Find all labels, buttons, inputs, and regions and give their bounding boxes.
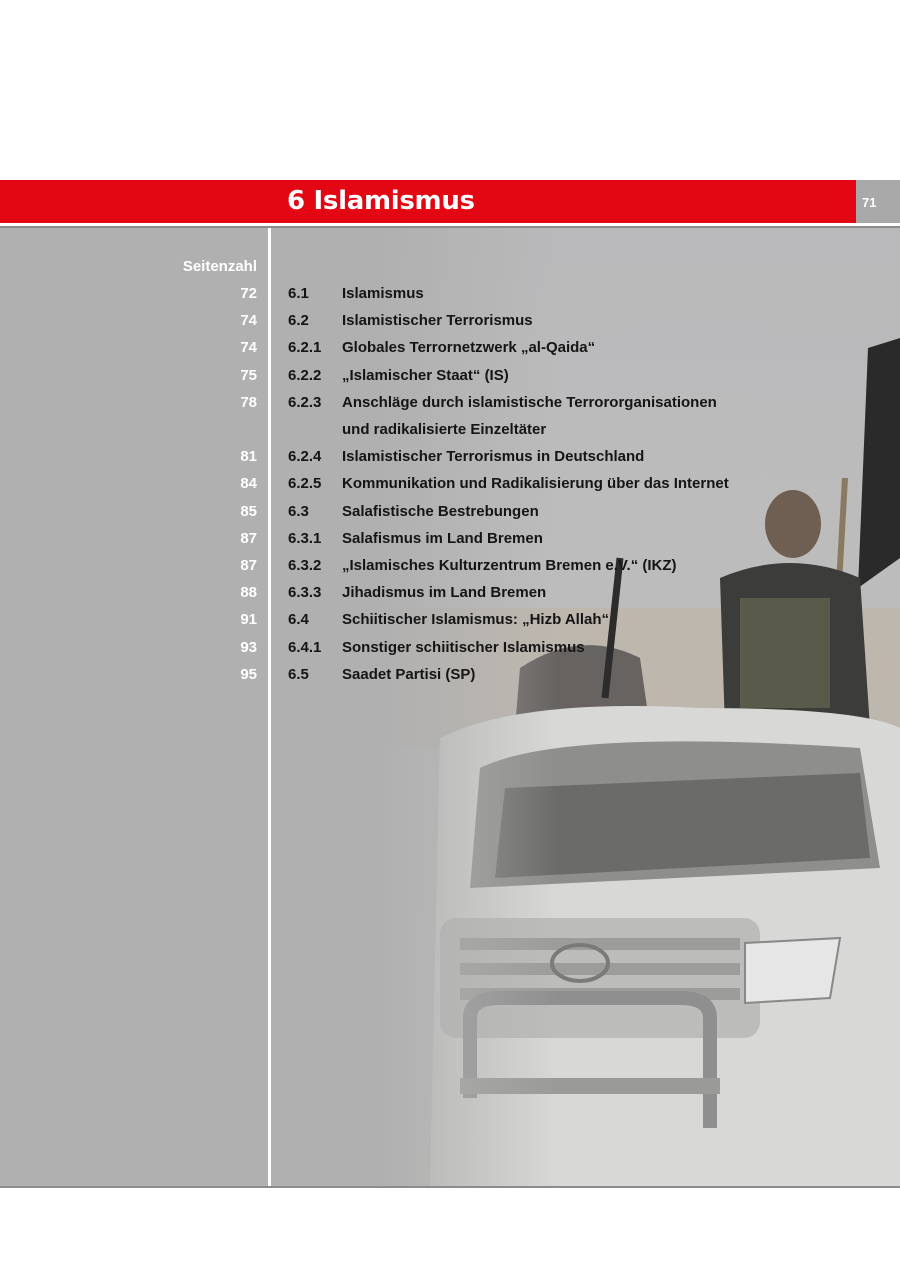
toc-section-number: 6.2.4 <box>288 448 322 466</box>
chapter-title: 6 Islamismus <box>287 186 475 216</box>
toc-section-number: 6.3 <box>288 502 309 520</box>
toc-entry <box>0 475 760 502</box>
toc-entry <box>0 394 760 421</box>
toc-page-number: 74 <box>240 312 257 330</box>
toc-page-number: 81 <box>240 448 257 466</box>
toc-entry <box>0 367 760 394</box>
toc-entry <box>0 530 760 557</box>
toc-entry <box>0 421 760 448</box>
page-column-header: Seitenzahl <box>182 258 257 275</box>
toc-page-number: 72 <box>240 285 257 302</box>
toc-section-title: und radikalisierte Einzeltäter <box>342 421 547 438</box>
toc-page-number: 91 <box>240 611 257 629</box>
toc-section-title: „Islamisches Kulturzentrum Bremen e.V.“ (IKZ) <box>342 557 677 574</box>
toc-section-number: 6.2.1 <box>288 339 322 357</box>
toc-page-number: 93 <box>240 638 257 656</box>
toc-section-number: 6.4 <box>288 611 309 629</box>
toc-section-title: Islamistischer Terrorismus in Deutschland <box>342 448 645 466</box>
toc-entry <box>0 666 760 693</box>
toc-entry <box>0 312 760 339</box>
toc-section-number: 6.1 <box>288 285 309 302</box>
toc-page-number: 74 <box>240 339 257 357</box>
toc-section-number: 6.2 <box>288 312 309 330</box>
toc-entry <box>0 285 760 312</box>
bottom-rule <box>0 1186 900 1188</box>
toc-section-number: 6.2.2 <box>288 366 322 384</box>
toc-section-title: Anschläge durch islamistische Terrororganisationen <box>342 393 717 411</box>
toc-section-number: 6.2.3 <box>288 393 322 411</box>
toc-section-title: Salafismus im Land Bremen <box>342 529 543 547</box>
toc-section-title: Sonstiger schiitischer Islamismus <box>342 638 585 656</box>
toc-entry <box>0 611 760 638</box>
toc-section-title: Globales Terrornetzwerk „al-Qaida“ <box>342 339 596 357</box>
toc-section-title: Saadet Partisi (SP) <box>342 665 476 683</box>
toc-entry <box>0 448 760 475</box>
toc-entry <box>0 503 760 530</box>
toc-section-number: 6.3.2 <box>288 557 322 574</box>
toc-section-number: 6.5 <box>288 665 309 683</box>
toc-page-number: 78 <box>240 393 257 411</box>
toc-page-number: 85 <box>240 502 257 520</box>
toc-entry <box>0 339 760 366</box>
toc-page-number: 88 <box>240 584 257 602</box>
toc-page-number: 84 <box>240 475 257 493</box>
toc-section-number: 6.4.1 <box>288 638 322 656</box>
toc-page-number: 75 <box>240 366 257 384</box>
toc-section-title: Islamismus <box>342 285 424 302</box>
toc-entry <box>0 557 760 584</box>
toc-section-number: 6.2.5 <box>288 475 322 493</box>
toc-section-title: „Islamischer Staat“ (IS) <box>342 366 509 384</box>
toc-page-number: 95 <box>240 665 257 683</box>
toc-page-number: 87 <box>240 557 257 574</box>
toc-section-number: 6.3.1 <box>288 529 322 547</box>
toc-section-title: Salafistische Bestrebungen <box>342 502 539 520</box>
toc-entry <box>0 584 760 611</box>
toc-section-title: Islamistischer Terrorismus <box>342 312 533 330</box>
toc-section-number: 6.3.3 <box>288 584 322 602</box>
page-number: 71 <box>862 195 877 210</box>
toc-page-number: 87 <box>240 529 257 547</box>
toc-section-title: Jihadismus im Land Bremen <box>342 584 547 602</box>
toc-section-title: Schiitischer Islamismus: „Hizb Allah“ <box>342 611 610 629</box>
toc-section-title: Kommunikation und Radikalisierung über das Internet <box>342 475 729 493</box>
toc-entry <box>0 639 760 666</box>
